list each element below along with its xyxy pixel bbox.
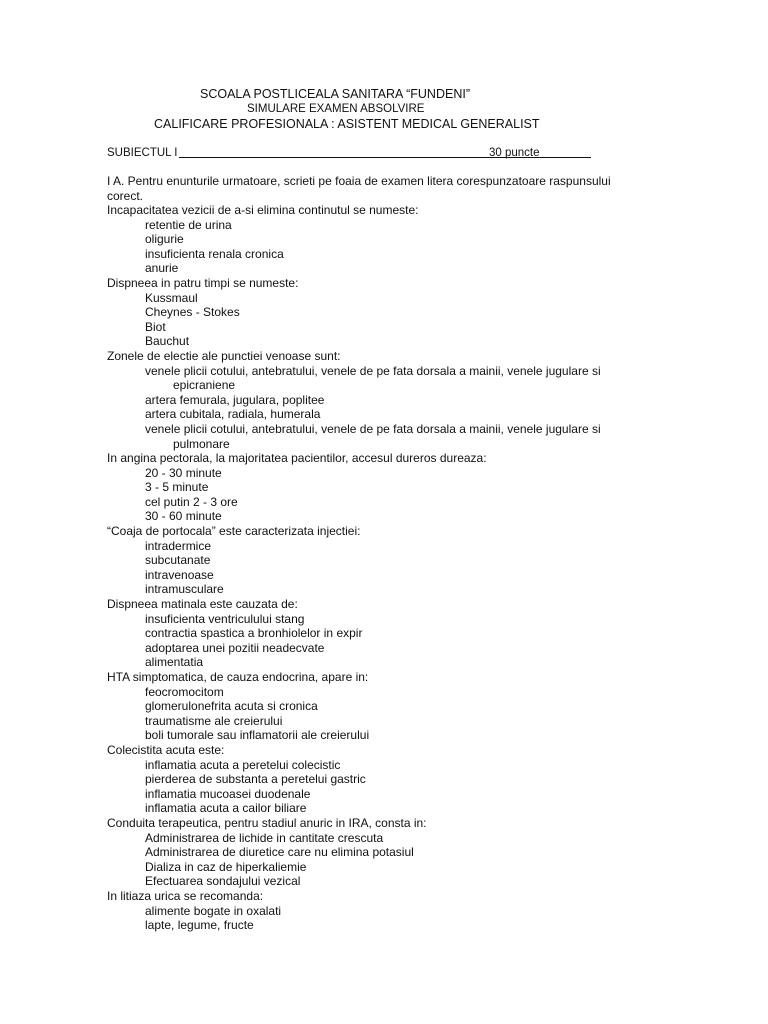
- question-item: [107, 889, 627, 933]
- question-item: [107, 349, 627, 451]
- question-text: HTA simptomatica, de cauza endocrina, apare in:: [107, 670, 369, 684]
- answer-option: inflamatia acuta a peretelui colecistic: [145, 757, 341, 772]
- question-text: Zonele de electie ale punctiei venoase sunt:: [107, 348, 341, 363]
- answer-option: venele plicii cotului, antebratului, venele de pe fata dorsala a mainii, venele jugulare si pulmonare: [145, 421, 601, 451]
- answer-option: alimentatia: [145, 655, 204, 670]
- question-text: Conduita terapeutica, pentru stadiul anuric in IRA, consta in:: [107, 815, 427, 830]
- question-text: Incapacitatea vezicii de a-si elimina continutul se numeste:: [107, 203, 419, 217]
- school-name: SCOALA POSTLICEALA SANITARA “FUNDENI”: [200, 87, 470, 101]
- answer-option: cel putin 2 - 3 ore: [145, 494, 238, 509]
- answer-option: intradermice: [145, 538, 212, 553]
- answer-option: oligurie: [145, 232, 184, 247]
- question-text: In angina pectorala, la majoritatea pacientilor, accesul dureros dureaza:: [107, 451, 487, 466]
- answer-option: 30 - 60 minute: [145, 509, 222, 524]
- answer-option: intramusculare: [145, 582, 224, 597]
- answer-option: Dializa in caz de hiperkaliemie: [145, 859, 307, 874]
- question-item: [107, 597, 627, 670]
- question-item: [107, 670, 627, 743]
- question-item: [107, 203, 627, 276]
- question-item: [107, 816, 627, 889]
- answer-option: Bauchut: [145, 334, 190, 349]
- answer-option: 20 - 30 minute: [145, 465, 222, 480]
- answer-option: feocromocitom: [145, 684, 224, 699]
- instructions-text: I A. Pentru enunturile urmatoare, scrieti pe foaia de examen litera corespunzatoare raspunsului corect.: [107, 174, 611, 203]
- answer-option: inflamatia acuta a cailor biliare: [145, 801, 307, 816]
- answer-option: Cheynes - Stokes: [145, 305, 240, 320]
- answer-option: alimente bogate in oxalati: [145, 903, 282, 918]
- question-item: [107, 524, 627, 597]
- answer-option: Efectuarea sondajului vezical: [145, 874, 301, 889]
- answer-option: traumatisme ale creierului: [145, 713, 283, 728]
- exam-title: SIMULARE EXAMEN ABSOLVIRE: [247, 103, 425, 115]
- question-text: Dispneea matinala este cauzata de:: [107, 597, 298, 612]
- subject-label: SUBIECTUL I: [107, 147, 178, 159]
- answer-option: contractia spastica a bronhiolelor in expir: [145, 626, 363, 641]
- questions-list: [107, 203, 627, 933]
- answer-option: Administrarea de lichide in cantitate crescuta: [145, 830, 384, 845]
- question-text: Dispneea in patru timpi se numeste:: [107, 275, 299, 290]
- answer-option: Biot: [145, 319, 166, 334]
- question-text: Colecistita acuta este:: [107, 742, 225, 757]
- answer-option: subcutanate: [145, 553, 211, 568]
- answer-option: artera femurala, jugulara, poplitee: [145, 392, 325, 407]
- answer-option: retentie de urina: [145, 217, 232, 232]
- subject-points: 30 puncte: [489, 147, 540, 159]
- answer-option: Administrarea de diuretice care nu elimina potasiul: [145, 845, 414, 860]
- answer-option: intravenoase: [145, 567, 214, 582]
- question-text: In litiaza urica se recomanda:: [107, 888, 264, 903]
- question-item: [107, 451, 627, 524]
- answer-option: lapte, legume, fructe: [145, 918, 254, 933]
- answer-option: anurie: [145, 261, 179, 276]
- answer-option: insuficienta renala cronica: [145, 246, 284, 261]
- answer-option: insuficienta ventriculului stang: [145, 611, 305, 626]
- answer-option: 3 - 5 minute: [145, 480, 209, 495]
- answer-option: boli tumorale sau inflamatorii ale creierului: [145, 728, 370, 743]
- question-item: [107, 276, 627, 349]
- answer-option: Kussmaul: [145, 290, 198, 305]
- answer-option: artera cubitala, radiala, humerala: [145, 407, 321, 422]
- answer-option: adoptarea unei pozitii neadecvate: [145, 640, 325, 655]
- answer-option: pierderea de substanta a peretelui gastric: [145, 772, 366, 787]
- subject-heading: [107, 146, 577, 160]
- qualification-title: CALIFICARE PROFESIONALA : ASISTENT MEDICAL GENERALIST: [154, 117, 540, 131]
- question-item: [107, 743, 627, 816]
- answer-option: glomerulonefrita acuta si cronica: [145, 699, 318, 714]
- answer-option: venele plicii cotului, antebratului, venele de pe fata dorsala a mainii, venele jugulare si epicraniene: [145, 363, 601, 393]
- question-text: “Coaja de portocala” este caracterizata injectiei:: [107, 524, 361, 539]
- answer-option: inflamatia mucoasei duodenale: [145, 786, 311, 801]
